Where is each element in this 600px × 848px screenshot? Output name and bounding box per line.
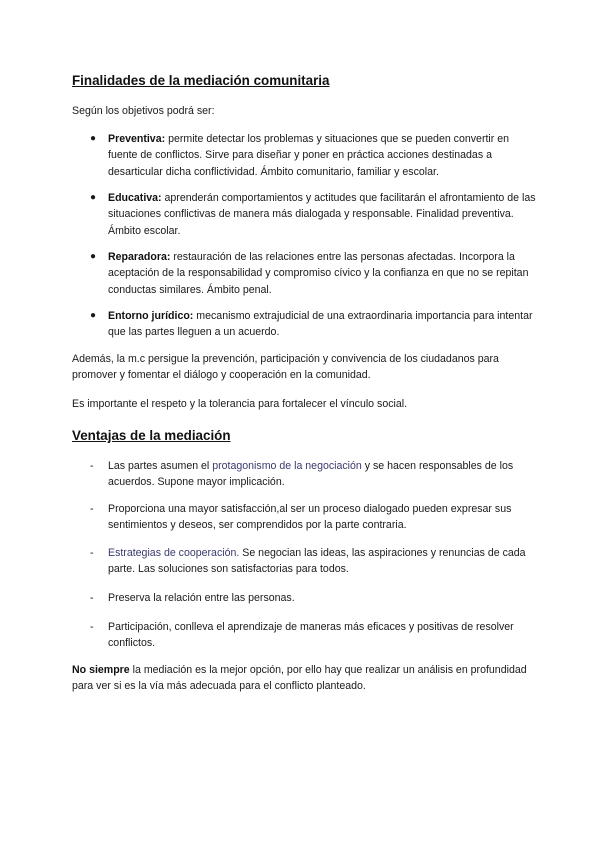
bullet-icon: ● xyxy=(90,251,97,262)
item-text: Proporciona una mayor satisfacción,al ser un proceso dialogado pueden expresar sus sentimientos y deseos, ser comprendidos por la parte contraria. xyxy=(108,503,512,532)
list-item-protagonismo xyxy=(90,458,540,491)
highlight-protagonismo: protagonismo de la negociación xyxy=(212,460,362,472)
closing-text: la mediación es la mejor opción, por ello hay que realizar un análisis en profundidad para ver si es la vía más adecuada para el conflicto planteado. xyxy=(72,664,527,693)
item-text: Participación, conlleva el aprendizaje de maneras más eficaces y positivas de resolver conflictos. xyxy=(108,621,514,650)
dash-icon: - xyxy=(90,621,94,633)
item-text: Las partes asumen el xyxy=(108,460,213,472)
bullet-icon: ● xyxy=(90,192,97,203)
list-item-preventiva xyxy=(90,131,540,180)
list-item-educativa xyxy=(90,190,540,239)
list-item-estrategias xyxy=(90,545,540,578)
dash-icon: - xyxy=(90,592,94,604)
desc-educativa: aprenderán comportamientos y actitudes que facilitarán el afrontamiento de las situaciones conflictivas de manera más dialogada y responsable. Finalidad preventiva. Ámbito escolar. xyxy=(108,192,536,237)
dash-icon: - xyxy=(90,460,94,472)
list-item-entorno-juridico xyxy=(90,308,540,341)
term-reparadora: Reparadora: xyxy=(108,251,171,263)
bullet-icon: ● xyxy=(90,310,97,321)
paragraph-ademas: Además, la m.c persigue la prevención, participación y convivencia de los ciudadanos para promover y fomentar el diálogo y cooperación en la comunidad. xyxy=(72,353,499,382)
bold-no-siempre: No siempre xyxy=(72,664,130,676)
dash-icon: - xyxy=(90,503,94,515)
paragraph-respeto: Es importante el respeto y la tolerancia para fortalecer el vínculo social. xyxy=(72,398,408,410)
section-title-finalidades: Finalidades de la mediación comunitaria xyxy=(72,73,330,88)
item-text: Se negocian las ideas, las aspiraciones y renuncias de cada parte. Las soluciones son satisfactorias para todos. xyxy=(108,547,526,576)
dash-icon: - xyxy=(90,547,94,559)
desc-entorno-juridico: mecanismo extrajudicial de una extraordinaria importancia para intentar que las partes lleguen a un acuerdo. xyxy=(108,310,533,339)
item-text: Preserva la relación entre las personas. xyxy=(108,592,295,604)
desc-reparadora: restauración de las relaciones entre las personas afectadas. Incorpora la aceptación de la responsabilidad y compromiso cívico y la confianza en que no se repitan conductas similares. Ámbito penal. xyxy=(108,251,529,296)
term-educativa: Educativa: xyxy=(108,192,162,204)
bullet-icon: ● xyxy=(90,133,97,144)
highlight-estrategias: Estrategias de cooperación. xyxy=(108,547,240,559)
section-title-ventajas: Ventajas de la mediación xyxy=(72,428,231,443)
item-text: y se hacen responsables de los acuerdos. Supone mayor implicación. xyxy=(108,460,514,489)
list-item-participacion xyxy=(90,619,540,652)
paragraph-no-siempre xyxy=(72,662,542,695)
list-item-reparadora xyxy=(90,249,540,298)
term-entorno-juridico: Entorno jurídico: xyxy=(108,310,194,322)
term-preventiva: Preventiva: xyxy=(108,133,166,145)
desc-preventiva: permite detectar los problemas y situaciones que se pueden convertir en fuente de conflictos. Sirve para diseñar y poner en práctica acciones destinadas a desarticular dicha conflictividad. Ámbito comunitario, familiar y escolar. xyxy=(108,133,510,178)
list-item-satisfaccion xyxy=(90,501,540,534)
intro-text: Según los objetivos podrá ser: xyxy=(72,105,215,117)
list-item-preserva xyxy=(90,590,540,606)
